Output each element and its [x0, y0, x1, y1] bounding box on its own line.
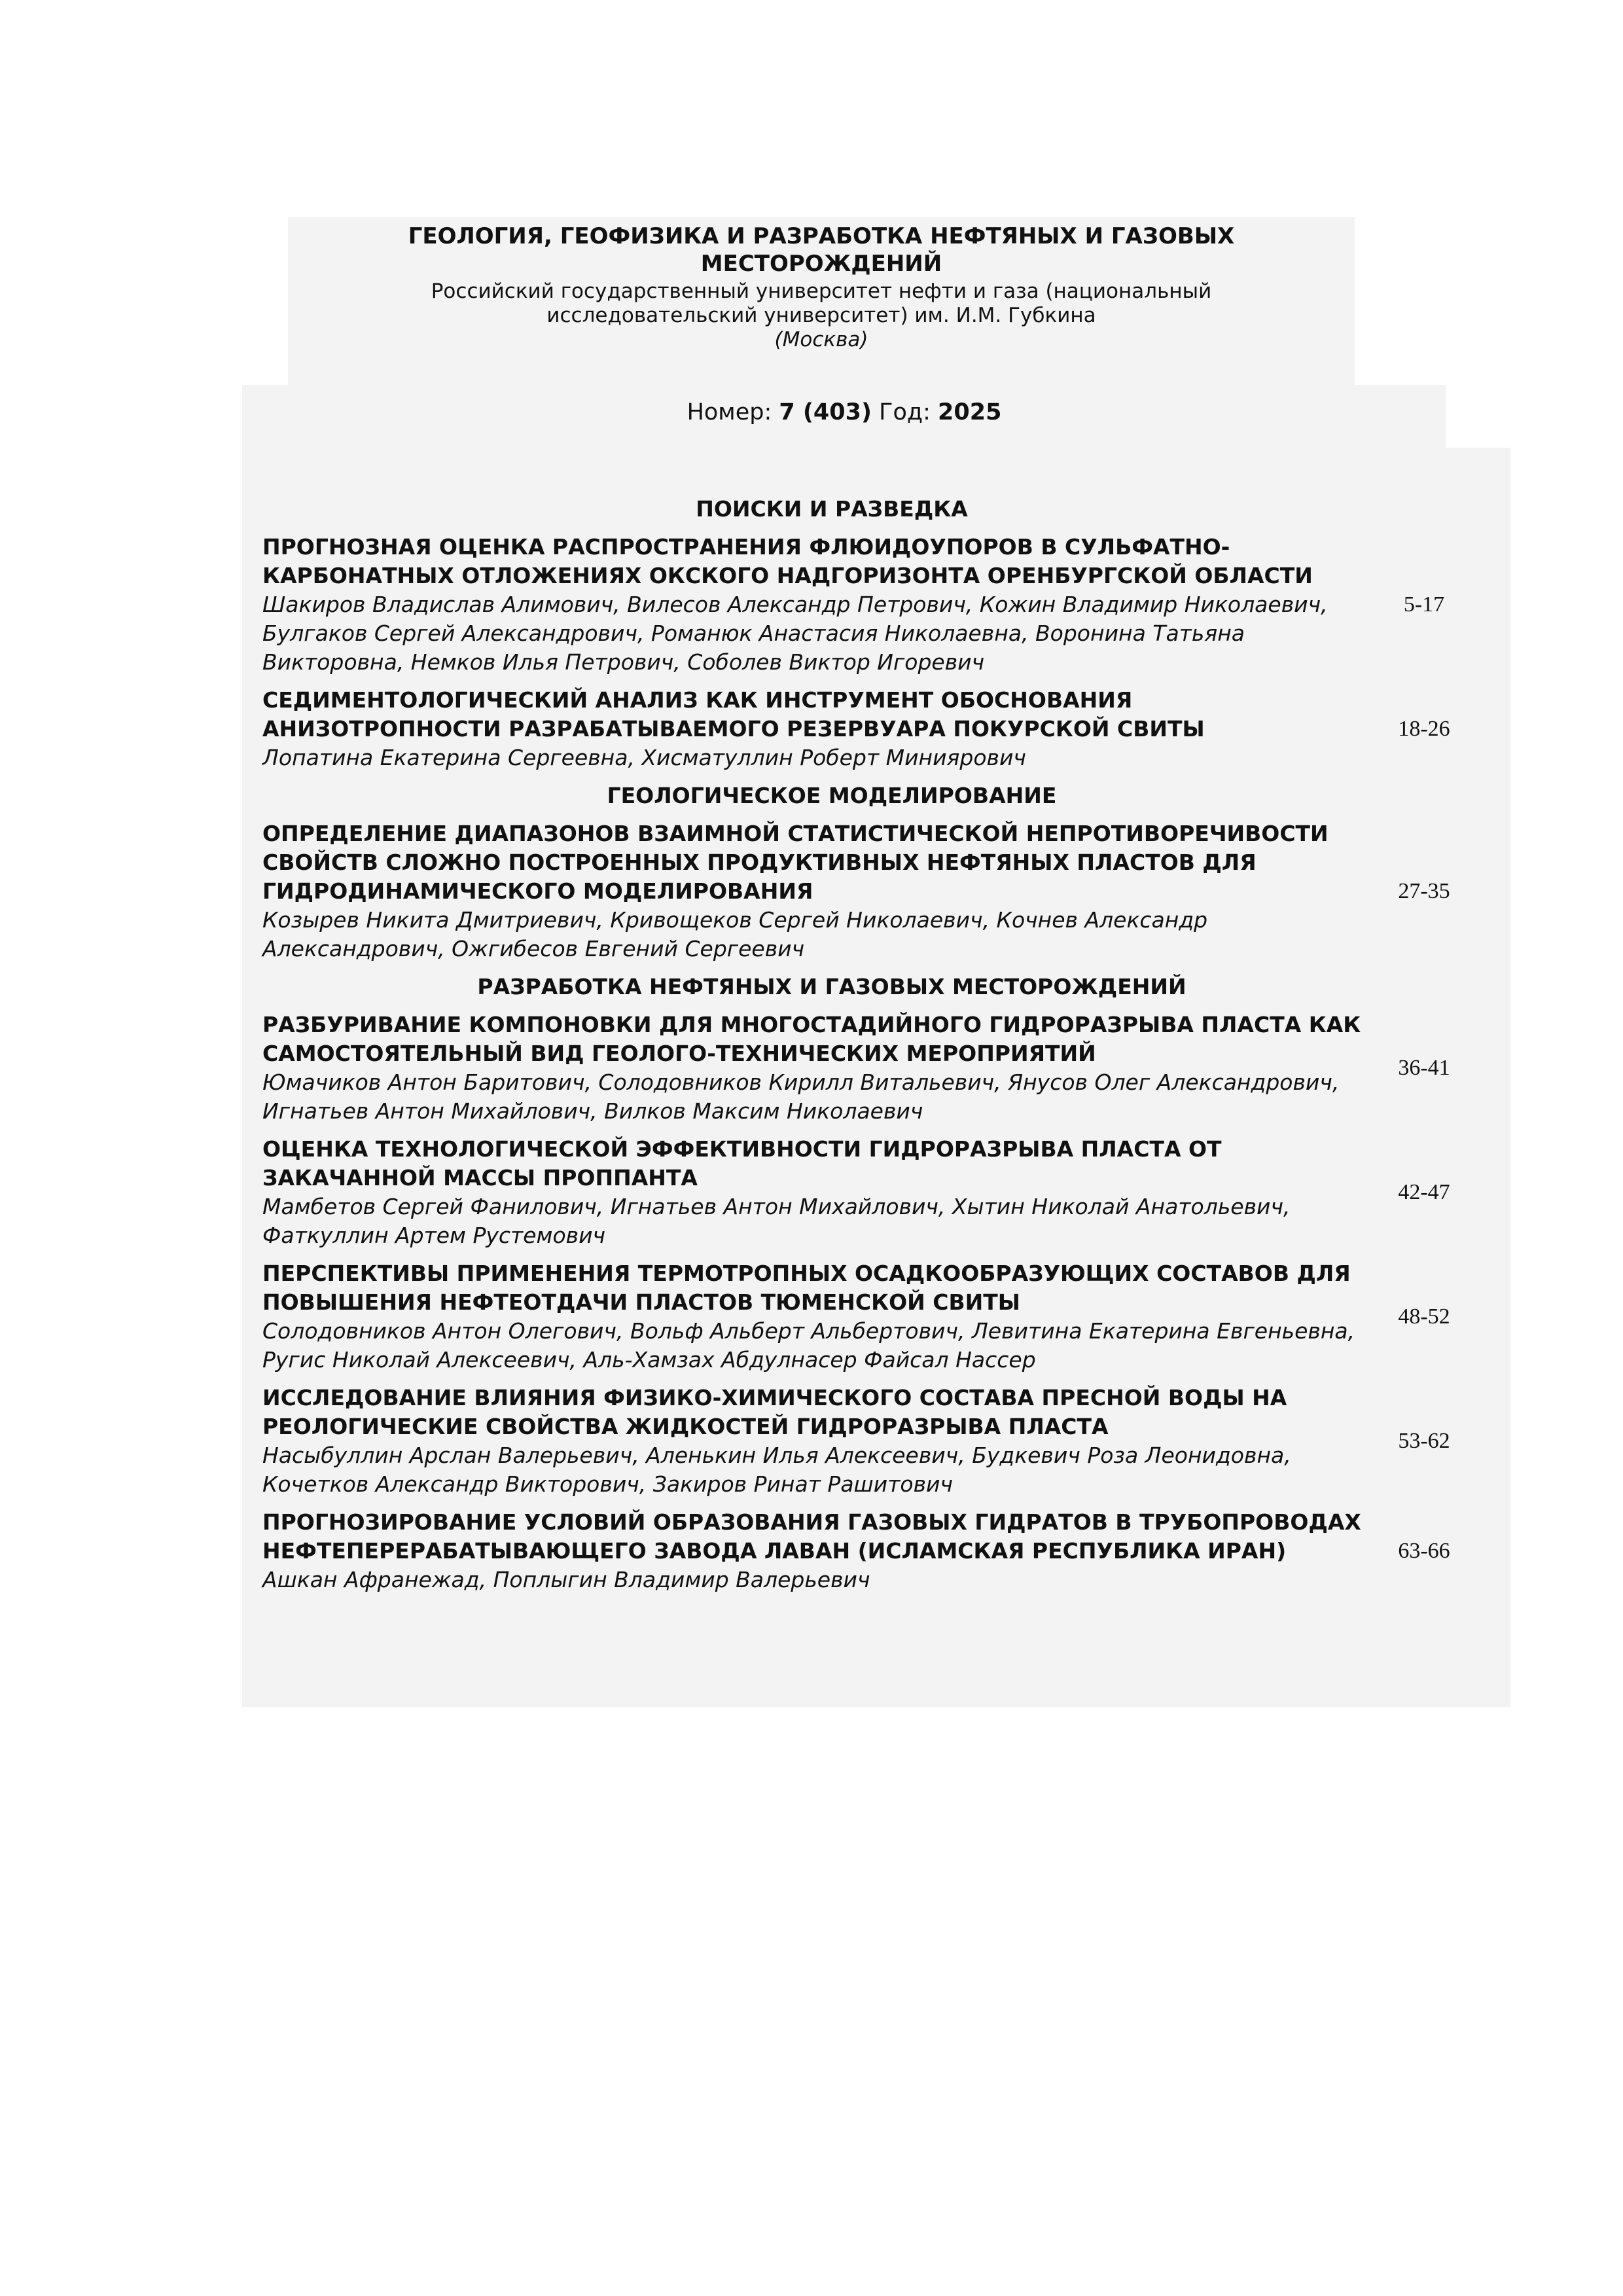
article-body — [262, 819, 1362, 963]
article-authors: Юмачиков Антон Баритович, Солодовников Кирилл Витальевич, Янусов Олег Александрович, Игнатьев Антон Михайлович, Вилков Максим Николаевич — [262, 1069, 1340, 1124]
article-authors: Ашкан Афранежад, Поплыгин Владимир Валерьевич — [262, 1567, 870, 1592]
article-body — [262, 686, 1362, 772]
article-authors: Мамбетов Сергей Фанилович, Игнатьев Антон Михайлович, Хытин Николай Анатольевич, Фаткуллин Артем Рустемович — [262, 1194, 1291, 1248]
section-heading: ГЕОЛОГИЧЕСКОЕ МОДЕЛИРОВАНИЕ — [607, 783, 1057, 808]
article-title[interactable]: ПЕРСПЕКТИВЫ ПРИМЕНЕНИЯ ТЕРМОТРОПНЫХ ОСАДКООБРАЗУЮЩИХ СОСТАВОВ ДЛЯ ПОВЫШЕНИЯ НЕФТЕОТДАЧИ ПЛАСТОВ ТЮМЕНСКОЙ СВИТЫ — [262, 1261, 1351, 1315]
article-entry[interactable] — [262, 819, 1493, 963]
issue-number-label: Номер: — [687, 399, 772, 425]
article-pages: 18-26 — [1398, 717, 1450, 741]
issue-number: 7 (403) — [779, 399, 872, 425]
journal-title: ГЕОЛОГИЯ, ГЕОФИЗИКА И РАЗРАБОТКА НЕФТЯНЫХ И ГАЗОВЫХ МЕСТОРОЖДЕНИЙ — [408, 223, 1235, 277]
issue-year: 2025 — [938, 399, 1002, 425]
table-of-contents — [242, 448, 1510, 1707]
article-entry[interactable] — [262, 1384, 1493, 1499]
article-title[interactable]: СЕДИМЕНТОЛОГИЧЕСКИЙ АНАЛИЗ КАК ИНСТРУМЕНТ ОБОСНОВАНИЯ АНИЗОТРОПНОСТИ РАЗРАБАТЫВАЕМОГО РЕЗЕРВУАРА ПОКУРСКОЙ СВИТЫ — [262, 687, 1205, 742]
article-entry[interactable] — [262, 1011, 1493, 1126]
article-authors: Лопатина Екатерина Сергеевна, Хисматуллин Роберт Миниярович — [262, 745, 1026, 770]
article-authors: Насыбуллин Арслан Валерьевич, Аленькин Илья Алексеевич, Будкевич Роза Леонидовна, Кочетков Александр Викторович, Закиров Ринат Рашитович — [262, 1443, 1291, 1497]
journal-publisher: Российский государственный университет нефти и газа (национальный исследовательский университет) им. И.М. Губкина — [431, 279, 1212, 327]
article-entry[interactable] — [262, 1135, 1493, 1250]
article-body — [262, 1259, 1362, 1374]
article-body — [262, 1508, 1362, 1594]
article-pages: 27-35 — [1398, 879, 1450, 903]
article-authors: Козырев Никита Дмитриевич, Кривощеков Сергей Николаевич, Кочнев Александр Александрович, Ожгибесов Евгений Сергеевич — [262, 907, 1208, 961]
article-title[interactable]: ПРОГНОЗНАЯ ОЦЕНКА РАСПРОСТРАНЕНИЯ ФЛЮИДОУПОРОВ В СУЛЬФАТНО-КАРБОНАТНЫХ ОТЛОЖЕНИЯХ ОКСКОГО НАДГОРИЗОНТА ОРЕНБУРГСКОЙ ОБЛАСТИ — [262, 534, 1313, 588]
article-title[interactable]: ОЦЕНКА ТЕХНОЛОГИЧЕСКОЙ ЭФФЕКТИВНОСТИ ГИДРОРАЗРЫВА ПЛАСТА ОТ ЗАКАЧАННОЙ МАССЫ ПРОППАНТА — [262, 1136, 1222, 1191]
article-title[interactable]: ОПРЕДЕЛЕНИЕ ДИАПАЗОНОВ ВЗАИМНОЙ СТАТИСТИЧЕСКОЙ НЕПРОТИВОРЕЧИВОСТИ СВОЙСТВ СЛОЖНО ПОСТРОЕННЫХ ПРОДУКТИВНЫХ НЕФТЯНЫХ ПЛАСТОВ ДЛЯ ГИДРОДИНАМИЧЕСКОГО МОДЕЛИРОВАНИЯ — [262, 821, 1329, 904]
article-pages: 42-47 — [1398, 1180, 1450, 1204]
article-authors: Солодовников Антон Олегович, Вольф Альберт Альбертович, Левитина Екатерина Евгеньевна, Ругис Николай Алексеевич, Аль-Хамзах Абдулнасер Файсал Нассер — [262, 1318, 1355, 1372]
article-entry[interactable] — [262, 1259, 1493, 1374]
article-body — [262, 1011, 1362, 1126]
article-title[interactable]: РАЗБУРИВАНИЕ КОМПОНОВКИ ДЛЯ МНОГОСТАДИЙНОГО ГИДРОРАЗРЫВА ПЛАСТА КАК САМОСТОЯТЕЛЬНЫЙ ВИД ГЕОЛОГО-ТЕХНИЧЕСКИХ МЕРОПРИЯТИЙ — [262, 1012, 1361, 1066]
article-entry[interactable] — [262, 533, 1493, 677]
issue-info — [242, 385, 1446, 448]
article-pages: 48-52 — [1398, 1304, 1450, 1329]
article-pages: 53-62 — [1398, 1429, 1450, 1453]
article-entry[interactable] — [262, 686, 1493, 772]
article-pages: 5-17 — [1403, 592, 1445, 617]
article-title[interactable]: ПРОГНОЗИРОВАНИЕ УСЛОВИЙ ОБРАЗОВАНИЯ ГАЗОВЫХ ГИДРАТОВ В ТРУБОПРОВОДАХ НЕФТЕПЕРЕРАБАТЫВАЮЩЕГО ЗАВОДА ЛАВАН (ИСЛАМСКАЯ РЕСПУБЛИКА ИРАН) — [262, 1509, 1361, 1564]
journal-city: (Москва) — [774, 328, 868, 351]
article-body — [262, 533, 1362, 677]
article-body — [262, 1384, 1362, 1499]
issue-year-label: Год: — [879, 399, 931, 425]
article-pages: 63-66 — [1398, 1539, 1450, 1563]
journal-header — [288, 217, 1355, 385]
article-entry[interactable] — [262, 1508, 1493, 1594]
article-body — [262, 1135, 1362, 1250]
toc-list — [262, 495, 1493, 1604]
article-authors: Шакиров Владислав Алимович, Вилесов Александр Петрович, Кожин Владимир Николаевич, Булгаков Сергей Александрович, Романюк Анастасия Николаевна, Воронина Татьяна Викторовна, Немков Илья Петрович, Соболев Виктор Игоревич — [262, 592, 1328, 675]
issue-line — [242, 398, 1446, 427]
article-pages: 36-41 — [1398, 1056, 1450, 1080]
section-heading: РАЗРАБОТКА НЕФТЯНЫХ И ГАЗОВЫХ МЕСТОРОЖДЕНИЙ — [477, 974, 1186, 999]
article-title[interactable]: ИССЛЕДОВАНИЕ ВЛИЯНИЯ ФИЗИКО-ХИМИЧЕСКОГО СОСТАВА ПРЕСНОЙ ВОДЫ НА РЕОЛОГИЧЕСКИЕ СВОЙСТВА ЖИДКОСТЕЙ ГИДРОРАЗРЫВА ПЛАСТА — [262, 1385, 1287, 1439]
section-heading: ПОИСКИ И РАЗВЕДКА — [696, 496, 968, 522]
